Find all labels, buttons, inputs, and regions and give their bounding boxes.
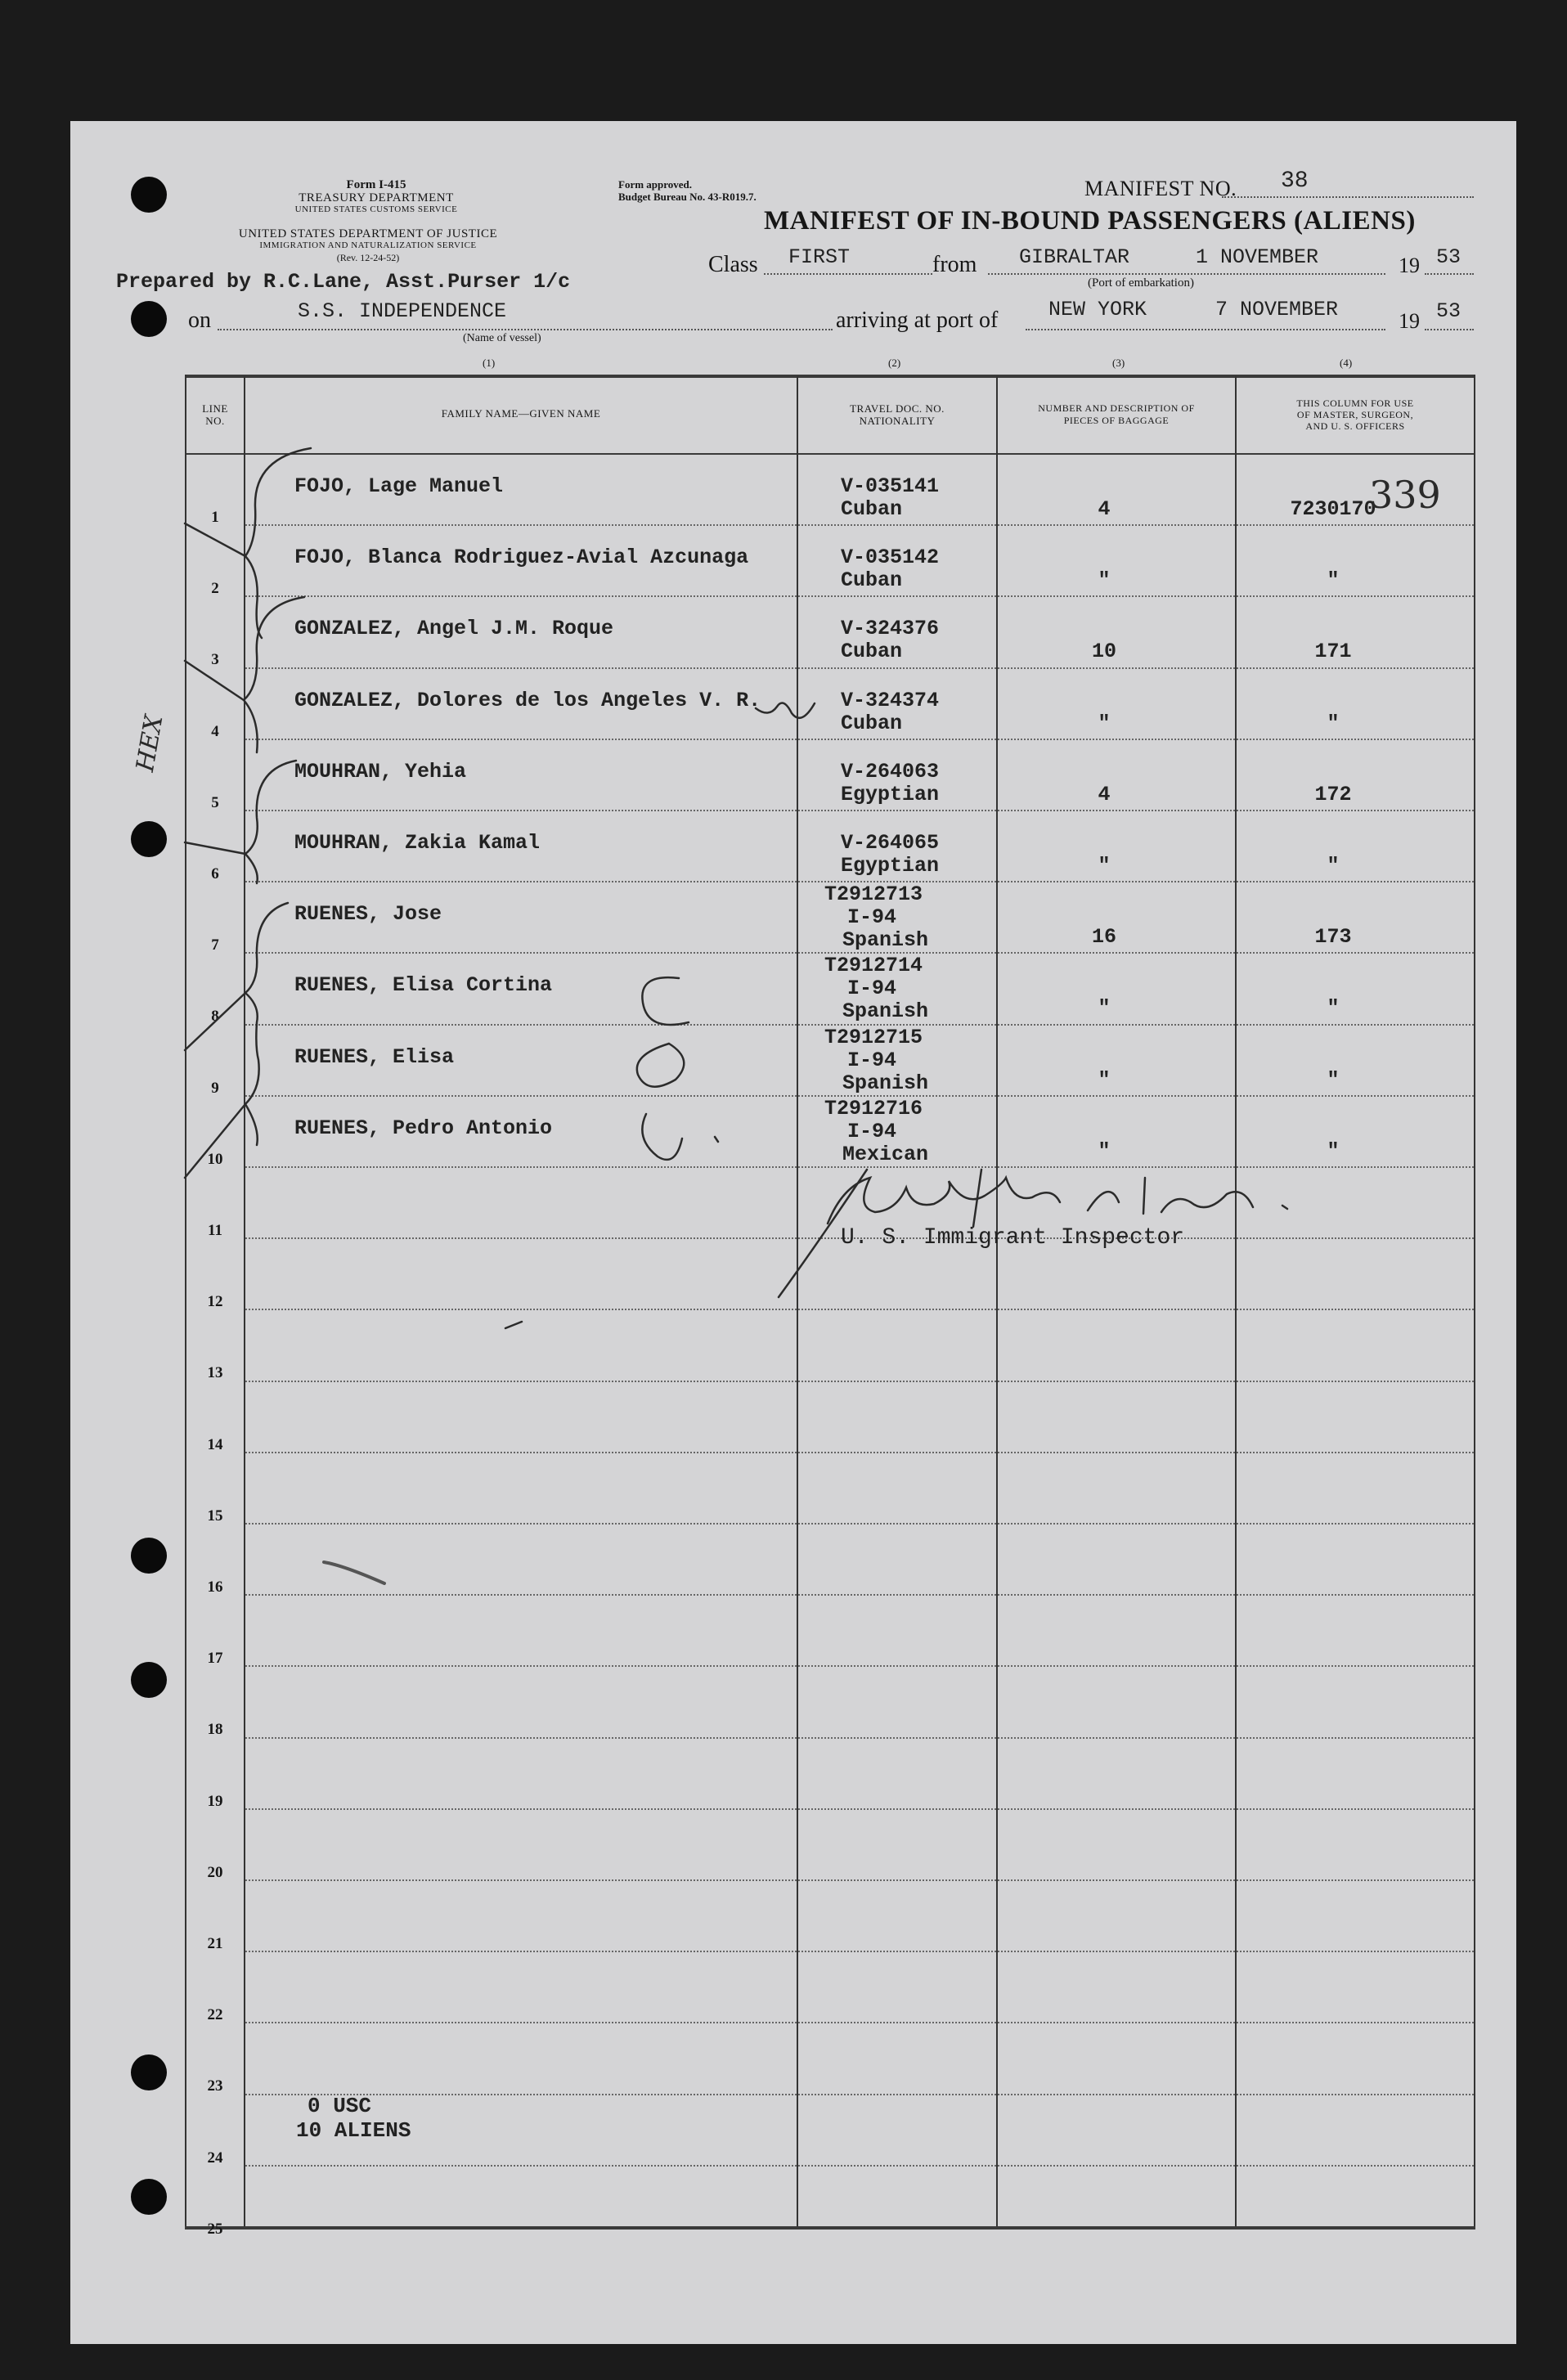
- brace-mark: [244, 597, 304, 752]
- revision-date: (Rev. 12-24-52): [336, 252, 400, 263]
- officer-number: 172: [1314, 783, 1352, 806]
- baggage-count: ": [1098, 854, 1111, 878]
- line-number: 1: [211, 509, 219, 526]
- baggage-count: 16: [1091, 925, 1116, 949]
- from-port: GIBRALTAR: [1019, 245, 1130, 269]
- nationality: Spanish: [842, 1071, 929, 1095]
- year-prefix-2: 19: [1399, 309, 1420, 333]
- officer-number: ": [1327, 1068, 1340, 1092]
- travel-doc-number: T2912714: [824, 954, 923, 977]
- arrival-date: 7 NOVEMBER: [1215, 298, 1339, 321]
- line-number: 4: [211, 723, 219, 740]
- margin-mark: HEX: [131, 712, 169, 775]
- passenger-name: RUENES, Jose: [294, 902, 442, 926]
- travel-doc-form: I-94: [847, 1120, 897, 1143]
- brace-mark: [185, 993, 245, 1050]
- handwritten-number: 339: [1369, 473, 1441, 517]
- baggage-count: 4: [1098, 497, 1111, 521]
- col-header-doc-a: TRAVEL DOC. NO.: [850, 402, 945, 415]
- nationality: Cuban: [841, 712, 903, 735]
- col-num-4: (4): [1340, 357, 1353, 369]
- travel-doc-number: T2912713: [824, 882, 923, 906]
- port-embark-caption: (Port of embarkation): [1088, 276, 1194, 290]
- officer-number: ": [1327, 854, 1340, 878]
- baggage-count: ": [1098, 1068, 1111, 1092]
- form-approved: Form approved.: [618, 178, 693, 191]
- arriving-label: arriving at port of: [836, 308, 999, 333]
- passenger-name: RUENES, Elisa: [294, 1045, 455, 1069]
- stamp-mark: [324, 1562, 384, 1583]
- line-number: 3: [211, 651, 219, 668]
- line-number: 22: [207, 2006, 223, 2023]
- travel-doc-number: V-035141: [841, 474, 940, 498]
- line-number: 6: [211, 865, 219, 882]
- manifest-no-value: 38: [1281, 168, 1309, 194]
- line-number: 12: [207, 1293, 223, 1310]
- check-mark: [756, 703, 815, 718]
- officer-number: 171: [1314, 640, 1352, 663]
- inspector-caption: U. S. Immigrant Inspector: [841, 1225, 1185, 1251]
- line-number: 11: [208, 1222, 222, 1239]
- year-prefix: 19: [1399, 254, 1420, 277]
- col-header-name: FAMILY NAME—GIVEN NAME: [441, 407, 601, 420]
- inspector-signature: [779, 1170, 867, 1297]
- brace-mark: [185, 1104, 245, 1178]
- line-number: 14: [207, 1436, 223, 1453]
- total-aliens: 10 ALIENS: [296, 2118, 411, 2143]
- officer-number: ": [1327, 712, 1340, 735]
- line-number: 10: [207, 1151, 223, 1168]
- line-number: 17: [207, 1650, 223, 1667]
- col-num-2: (2): [888, 357, 901, 369]
- arrival-year: 53: [1436, 299, 1461, 323]
- nationality: Cuban: [841, 640, 903, 663]
- total-usc: 0 USC: [308, 2094, 372, 2118]
- ins-service: IMMIGRATION AND NATURALIZATION SERVICE: [259, 240, 477, 250]
- brace-mark: [245, 448, 311, 638]
- travel-doc-number: V-324376: [841, 617, 940, 640]
- col-header-line-a: LINE: [202, 402, 228, 415]
- line-number: 8: [211, 1008, 219, 1025]
- brace-mark: [185, 661, 244, 700]
- line-number: 25: [207, 2221, 223, 2238]
- line-number: 24: [207, 2149, 223, 2167]
- from-year: 53: [1436, 245, 1461, 269]
- col-header-officers-a: THIS COLUMN FOR USE: [1296, 397, 1414, 409]
- justice-dept: UNITED STATES DEPARTMENT OF JUSTICE: [238, 227, 498, 240]
- passenger-name: FOJO, Lage Manuel: [294, 474, 504, 498]
- budget-bureau: Budget Bureau No. 43-R019.7.: [618, 191, 757, 203]
- initial-mark: [642, 977, 689, 1025]
- officer-number: ": [1327, 996, 1340, 1020]
- col-header-baggage-a: NUMBER AND DESCRIPTION OF: [1038, 402, 1195, 414]
- baggage-count: ": [1098, 996, 1111, 1020]
- travel-doc-form: I-94: [847, 977, 897, 1000]
- form-number: Form I-415: [346, 178, 406, 191]
- col-num-3: (3): [1112, 357, 1125, 369]
- treasury-dept: TREASURY DEPARTMENT: [299, 191, 454, 204]
- line-number: 5: [211, 794, 219, 811]
- from-date: 1 NOVEMBER: [1196, 245, 1319, 269]
- passenger-name: GONZALEZ, Angel J.M. Roque: [294, 617, 614, 640]
- initial-mark: [642, 1114, 682, 1160]
- brace-mark: [185, 842, 245, 854]
- baggage-count: 10: [1091, 640, 1116, 663]
- line-number: 20: [207, 1864, 223, 1881]
- baggage-count: ": [1098, 712, 1111, 735]
- col-header-baggage-b: PIECES OF BAGGAGE: [1063, 415, 1170, 426]
- customs-service: UNITED STATES CUSTOMS SERVICE: [294, 204, 458, 214]
- dot-mark: [715, 1137, 718, 1142]
- class-value: FIRST: [788, 245, 851, 269]
- col-header-line-b: NO.: [205, 415, 225, 427]
- officer-number: 7230170: [1290, 497, 1376, 521]
- travel-doc-form: I-94: [847, 905, 897, 929]
- from-label: from: [932, 252, 977, 277]
- vessel-name: S.S. INDEPENDENCE: [298, 299, 507, 323]
- brace-mark: [245, 761, 296, 883]
- travel-doc-number: V-035142: [841, 546, 940, 569]
- officer-number: ": [1327, 1139, 1340, 1163]
- line-number: 2: [211, 580, 219, 597]
- nationality: Mexican: [842, 1143, 929, 1166]
- line-number: 19: [207, 1793, 223, 1810]
- on-label: on: [188, 308, 211, 333]
- passenger-name: FOJO, Blanca Rodriguez-Avial Azcunaga: [294, 546, 749, 569]
- nationality: Cuban: [841, 497, 903, 521]
- passenger-name: MOUHRAN, Yehia: [294, 760, 467, 784]
- manifest-title: MANIFEST OF IN-BOUND PASSENGERS (ALIENS): [764, 206, 1416, 236]
- line-number: 15: [207, 1507, 223, 1525]
- col-header-officers-c: AND U. S. OFFICERS: [1305, 420, 1405, 432]
- col-num-1: (1): [483, 357, 496, 369]
- col-header-officers-b: OF MASTER, SURGEON,: [1296, 409, 1414, 420]
- brace-mark: [185, 523, 245, 556]
- baggage-count: ": [1098, 568, 1111, 592]
- officer-number: 173: [1314, 925, 1352, 949]
- line-number: 16: [207, 1578, 223, 1596]
- inspector-signature: [1088, 1178, 1287, 1214]
- brace-mark: [245, 903, 288, 1145]
- inspector-signature: [828, 1178, 1060, 1224]
- travel-doc-number: V-264063: [841, 760, 940, 784]
- passenger-name: MOUHRAN, Zakia Kamal: [294, 831, 541, 855]
- vessel-caption: (Name of vessel): [463, 332, 541, 344]
- travel-doc-number: V-264065: [841, 831, 940, 855]
- travel-doc-number: T2912716: [824, 1097, 923, 1120]
- line-number: 13: [207, 1364, 223, 1381]
- travel-doc-form: I-94: [847, 1049, 897, 1072]
- col-header-doc-b: NATIONALITY: [859, 415, 936, 427]
- manifest-no-label: MANIFEST NO.: [1084, 177, 1237, 200]
- class-label: Class: [708, 252, 758, 277]
- passenger-name: RUENES, Pedro Antonio: [294, 1116, 553, 1140]
- nationality: Spanish: [842, 928, 929, 952]
- line-number: 9: [211, 1080, 219, 1097]
- officer-number: ": [1327, 568, 1340, 592]
- line-number: 21: [207, 1935, 223, 1952]
- dash-mark: [505, 1322, 522, 1328]
- arrival-port: NEW YORK: [1048, 298, 1147, 321]
- baggage-count: 4: [1098, 783, 1111, 806]
- line-number: 18: [207, 1721, 223, 1738]
- nationality: Egyptian: [841, 854, 940, 878]
- nationality: Spanish: [842, 999, 929, 1023]
- line-number: 23: [207, 2077, 223, 2095]
- line-number: 7: [211, 936, 219, 954]
- prepared-by: Prepared by R.C.Lane, Asst.Purser 1/c: [116, 270, 571, 294]
- travel-doc-number: V-324374: [841, 689, 940, 712]
- travel-doc-number: T2912715: [824, 1026, 923, 1049]
- initial-mark: [637, 1044, 684, 1087]
- nationality: Cuban: [841, 568, 903, 592]
- nationality: Egyptian: [841, 783, 940, 806]
- passenger-name: RUENES, Elisa Cortina: [294, 973, 553, 997]
- baggage-count: ": [1098, 1139, 1111, 1163]
- passenger-name: GONZALEZ, Dolores de los Angeles V. R.: [294, 689, 761, 712]
